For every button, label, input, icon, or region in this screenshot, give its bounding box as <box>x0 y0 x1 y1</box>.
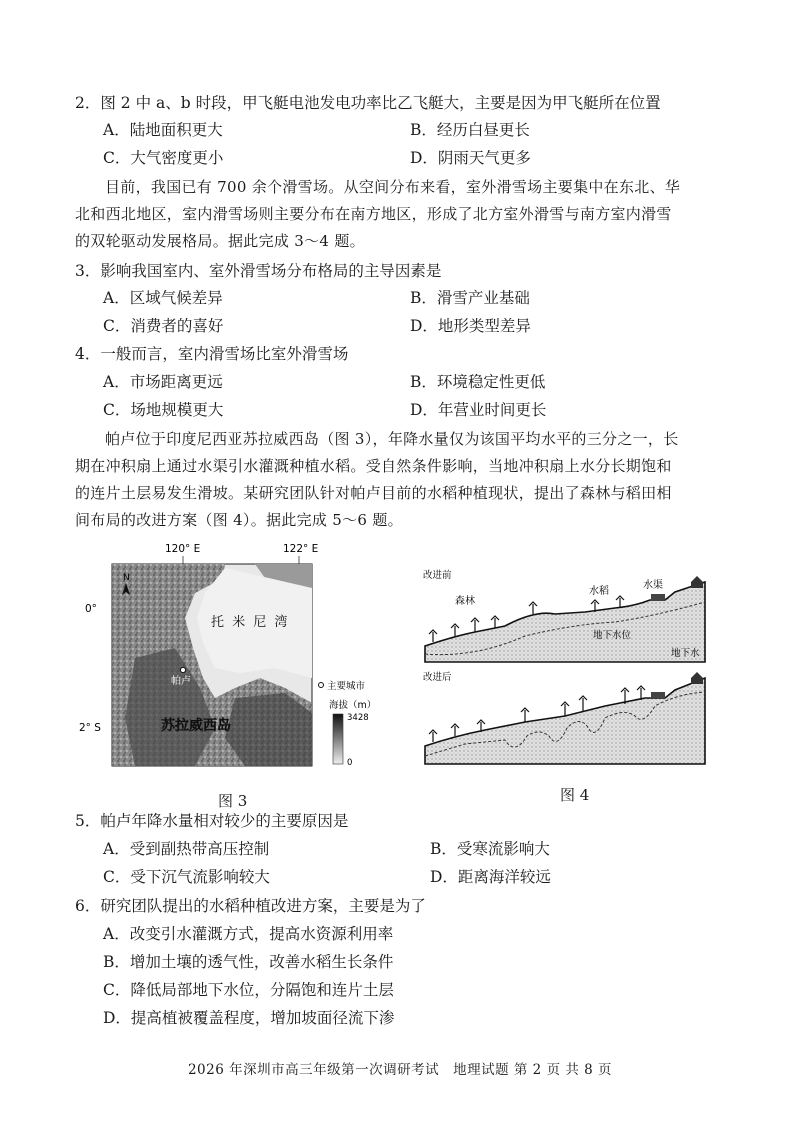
passage2-line: 的连片土层易发生滑坡。某研究团队针对帕卢目前的水稻种植现状，提出了森林与稻田相 <box>75 484 672 502</box>
island-label: 苏拉威西岛 <box>161 718 231 734</box>
rice-label: 水稻 <box>589 586 609 597</box>
palu-city-marker <box>180 667 185 672</box>
question-5-options-row1 <box>103 836 703 863</box>
lon-120e-label: 120° E <box>165 543 201 555</box>
canal-label: 水渠 <box>643 580 663 591</box>
figure-4-caption: 图 4 <box>560 786 590 804</box>
page-footer: 2026 年深圳市高三年级第一次调研考试 地理试题 第 2 页 共 8 页 <box>187 1062 613 1078</box>
house-icon-after <box>691 672 703 684</box>
figure-4-cross-sections <box>415 566 715 776</box>
q2-option-b: B．经历白昼更长 <box>410 121 530 139</box>
q5-option-a: A．受到副热带高压控制 <box>103 840 270 858</box>
after-canal <box>651 692 665 698</box>
q5-option-c: C．受下沉气流影响较大 <box>103 868 270 886</box>
forest-label: 森林 <box>455 596 475 607</box>
q4-option-b: B．环境稳定性更低 <box>410 373 546 391</box>
q5-option-b: B．受寒流影响大 <box>430 840 550 858</box>
q6-option-d: D．提高植被覆盖程度，增加坡面径流下渗 <box>103 1009 395 1027</box>
q4-option-c: C．场地规模更大 <box>103 401 224 419</box>
question-3-stem: 3．影响我国室内、室外滑雪场分布格局的主导因素是 <box>75 262 442 280</box>
lat-2s-label: 2° S <box>79 722 101 734</box>
figure-3-caption: 图 3 <box>218 792 248 810</box>
before-label: 改进前 <box>423 570 452 581</box>
question-5-stem: 5．帕卢年降水量相对较少的主要原因是 <box>75 812 349 830</box>
legend-city-label: 主要城市 <box>327 681 366 692</box>
after-label: 改进后 <box>423 672 452 683</box>
passage1-line: 的双轮驱动发展格局。据此完成 3～4 题。 <box>75 232 365 250</box>
elev-min-label: 0 <box>347 758 353 768</box>
groundwater-label: 地下水 <box>671 648 700 659</box>
q2-option-c: C．大气密度更小 <box>103 149 224 167</box>
q5-option-d: D．距离海洋较远 <box>430 868 551 886</box>
q3-option-a: A．区域气候差异 <box>103 289 223 307</box>
question-2-options-row2 <box>103 145 703 172</box>
passage2-line: 期在冲积扇上通过水渠引水灌溉种植水稻。受自然条件影响，当地冲积扇上水分长期饱和 <box>75 457 672 475</box>
passage2-line: 间布局的改进方案（图 4）。据此完成 5～6 题。 <box>75 511 403 529</box>
q3-option-b: B．滑雪产业基础 <box>410 289 530 307</box>
before-canal <box>651 594 665 600</box>
q2-option-a: A．陆地面积更大 <box>103 121 223 139</box>
palu-label: 帕卢 <box>171 676 191 687</box>
q4-option-d: D．年营业时间更长 <box>410 401 547 419</box>
water-table-label: 地下水位 <box>593 630 632 641</box>
question-3-options-row2 <box>103 313 703 340</box>
house-icon <box>691 576 703 588</box>
elevation-bar <box>333 714 343 764</box>
legend-city-icon <box>319 683 324 688</box>
question-4-stem: 4．一般而言，室内滑雪场比室外滑雪场 <box>75 345 349 363</box>
gulf-label: 托 米 尼 湾 <box>211 615 290 630</box>
passage1-line: 北和西北地区，室内滑雪场则主要分布在南方地区，形成了北方室外滑雪与南方室内滑雪 <box>75 205 672 223</box>
q6-option-a: A．改变引水灌溉方式，提高水资源利用率 <box>103 925 394 943</box>
q6-option-b: B．增加土壤的透气性，改善水稻生长条件 <box>103 953 394 971</box>
lon-122e-label: 122° E <box>283 543 319 555</box>
passage-palu <box>75 426 715 534</box>
lat-0-label: 0° <box>85 603 97 615</box>
question-2-stem: 2．图 2 中 a、b 时段，甲飞艇电池发电功率比乙飞艇大，主要是因为甲飞艇所在位置 <box>75 94 661 112</box>
q3-option-c: C．消费者的喜好 <box>103 317 224 335</box>
question-4-options-row2 <box>103 397 703 424</box>
elev-max-label: 3428 <box>347 713 369 723</box>
passage2-line: 帕卢位于印度尼西亚苏拉威西岛（图 3），年降水量仅为该国平均水平的三分之一，长 <box>105 430 679 448</box>
q2-option-d: D．阴雨天气更多 <box>410 149 531 167</box>
question-2-options-row1 <box>103 117 703 144</box>
q3-option-d: D．地形类型差异 <box>410 317 531 335</box>
question-5-options-row2 <box>103 864 703 891</box>
passage-ski-resorts <box>75 174 715 255</box>
after-terrain <box>425 678 705 764</box>
mountain-area-east <box>225 693 312 766</box>
q4-option-a: A．市场距离更远 <box>103 373 223 391</box>
question-4-options-row1 <box>103 369 703 396</box>
passage1-line: 目前，我国已有 700 余个滑雪场。从空间分布来看，室外滑雪场主要集中在东北、华 <box>105 178 681 196</box>
q6-option-c: C．降低局部地下水位，分隔饱和连片土层 <box>103 981 394 999</box>
figure-3-map <box>75 538 385 788</box>
question-6-stem: 6．研究团队提出的水稻种植改进方案，主要是为了 <box>75 897 426 915</box>
legend-elev-label: 海拔（m） <box>329 700 377 711</box>
question-3-options-row1 <box>103 285 703 312</box>
north-label: N <box>123 573 130 583</box>
